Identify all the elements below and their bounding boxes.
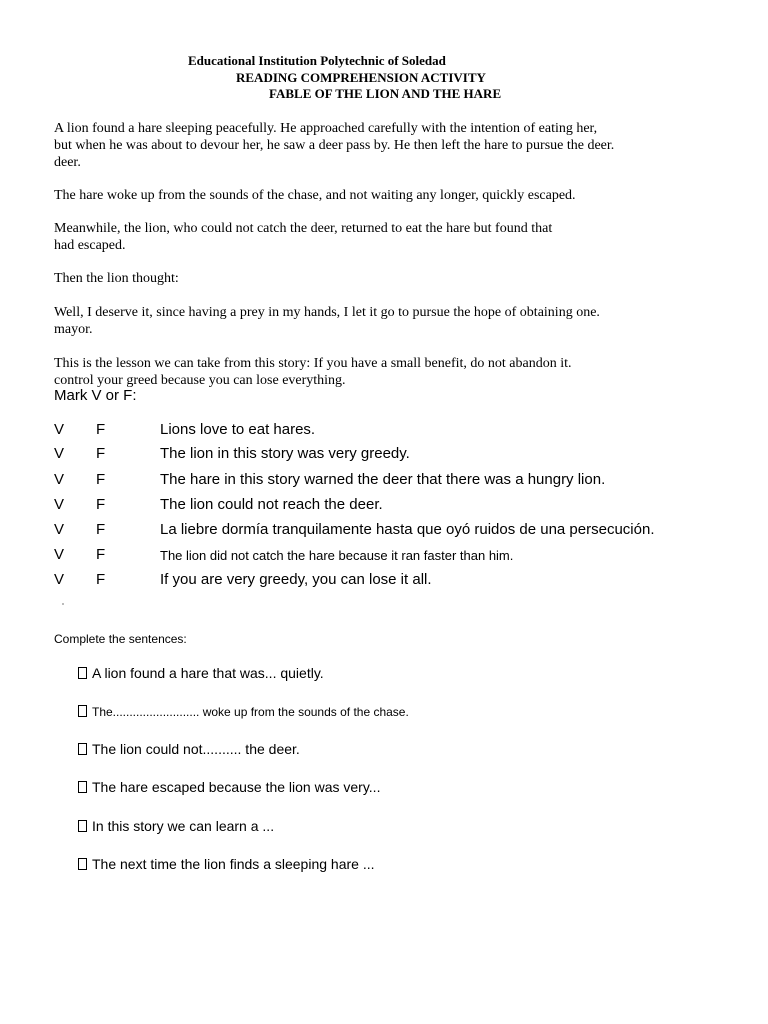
false-option[interactable]: F [96, 521, 106, 538]
story-paragraph-4 [54, 270, 694, 287]
story-paragraph-2 [54, 187, 694, 204]
sentence-item [78, 741, 300, 757]
story-line: Meanwhile, the lion, who could not catch the deer, returned to eat the hare but found that [54, 221, 553, 236]
statement-text: The lion in this story was very greedy. [160, 445, 410, 462]
true-option[interactable]: V [54, 471, 65, 488]
complete-instruction: Complete the sentences: [54, 632, 187, 646]
true-false-instruction: Mark V or F: [54, 387, 137, 404]
statement-text: The hare in this story warned the deer that there was a hungry lion. [160, 471, 606, 488]
fable-title: FABLE OF THE LION AND THE HARE [269, 86, 502, 101]
stray-mark [62, 603, 64, 605]
true-option[interactable]: V [54, 571, 65, 588]
statement-text: La liebre dormía tranquilamente hasta que oyó ruidos de una persecución. [160, 521, 655, 538]
sentence-text: The hare escaped because the lion was very... [92, 779, 381, 795]
checkbox-icon [78, 858, 87, 870]
sentence-text: The next time the lion finds a sleeping hare ... [92, 856, 375, 872]
sentence-item [78, 856, 375, 872]
story-line: This is the lesson we can take from this story: If you have a small benefit, do not abandon it. [54, 356, 572, 371]
false-option[interactable]: F [96, 496, 106, 513]
checkbox-icon [78, 820, 87, 832]
story-paragraph-5 [54, 304, 694, 338]
checkbox-icon [78, 705, 87, 717]
statement-text: The lion could not reach the deer. [160, 496, 383, 513]
sentence-text: The lion could not.......... the deer. [92, 741, 300, 757]
story-line: had escaped. [54, 238, 126, 253]
story-paragraph-6 [54, 355, 694, 389]
story-line: Well, I deserve it, since having a prey in my hands, I let it go to pursue the hope of obtaining one. [54, 305, 600, 320]
checkbox-icon [78, 743, 87, 755]
story-line: A lion found a hare sleeping peacefully. He approached carefully with the intention of eating her, [54, 121, 598, 136]
activity-title: READING COMPREHENSION ACTIVITY [236, 70, 486, 85]
sentence-item [78, 665, 324, 681]
true-option[interactable]: V [54, 546, 65, 563]
false-option[interactable]: F [96, 471, 106, 488]
sentence-item [78, 818, 274, 834]
true-option[interactable]: V [54, 496, 65, 513]
false-option[interactable]: F [96, 421, 106, 438]
sentence-text: A lion found a hare that was... quietly. [92, 665, 324, 681]
story-line: The hare woke up from the sounds of the chase, and not waiting any longer, quickly escaped. [54, 188, 576, 203]
sentence-text: The.......................... woke up from the sounds of the chase. [92, 705, 409, 719]
story-line: but when he was about to devour her, he saw a deer pass by. He then left the hare to pursue the deer. [54, 138, 615, 153]
story-line: Then the lion thought: [54, 271, 179, 286]
story-line: deer. [54, 155, 81, 170]
sentence-text: In this story we can learn a ... [92, 818, 275, 834]
false-option[interactable]: F [96, 546, 106, 563]
story-paragraph-3 [54, 220, 694, 254]
false-option[interactable]: F [96, 571, 106, 588]
sentence-item [78, 779, 380, 795]
story-paragraph-1 [54, 120, 694, 171]
story-line: mayor. [54, 322, 93, 337]
institution-name: Educational Institution Polytechnic of Soledad [188, 53, 446, 68]
statement-text: The lion did not catch the hare because it ran faster than him. [160, 548, 514, 563]
statement-text: If you are very greedy, you can lose it all. [160, 571, 432, 588]
story-line: control your greed because you can lose everything. [54, 373, 346, 388]
checkbox-icon [78, 667, 87, 679]
false-option[interactable]: F [96, 445, 106, 462]
statement-text: Lions love to eat hares. [160, 421, 316, 438]
checkbox-icon [78, 781, 87, 793]
sentence-item [78, 705, 409, 719]
true-option[interactable]: V [54, 445, 65, 462]
true-option[interactable]: V [54, 521, 65, 538]
true-option[interactable]: V [54, 421, 65, 438]
